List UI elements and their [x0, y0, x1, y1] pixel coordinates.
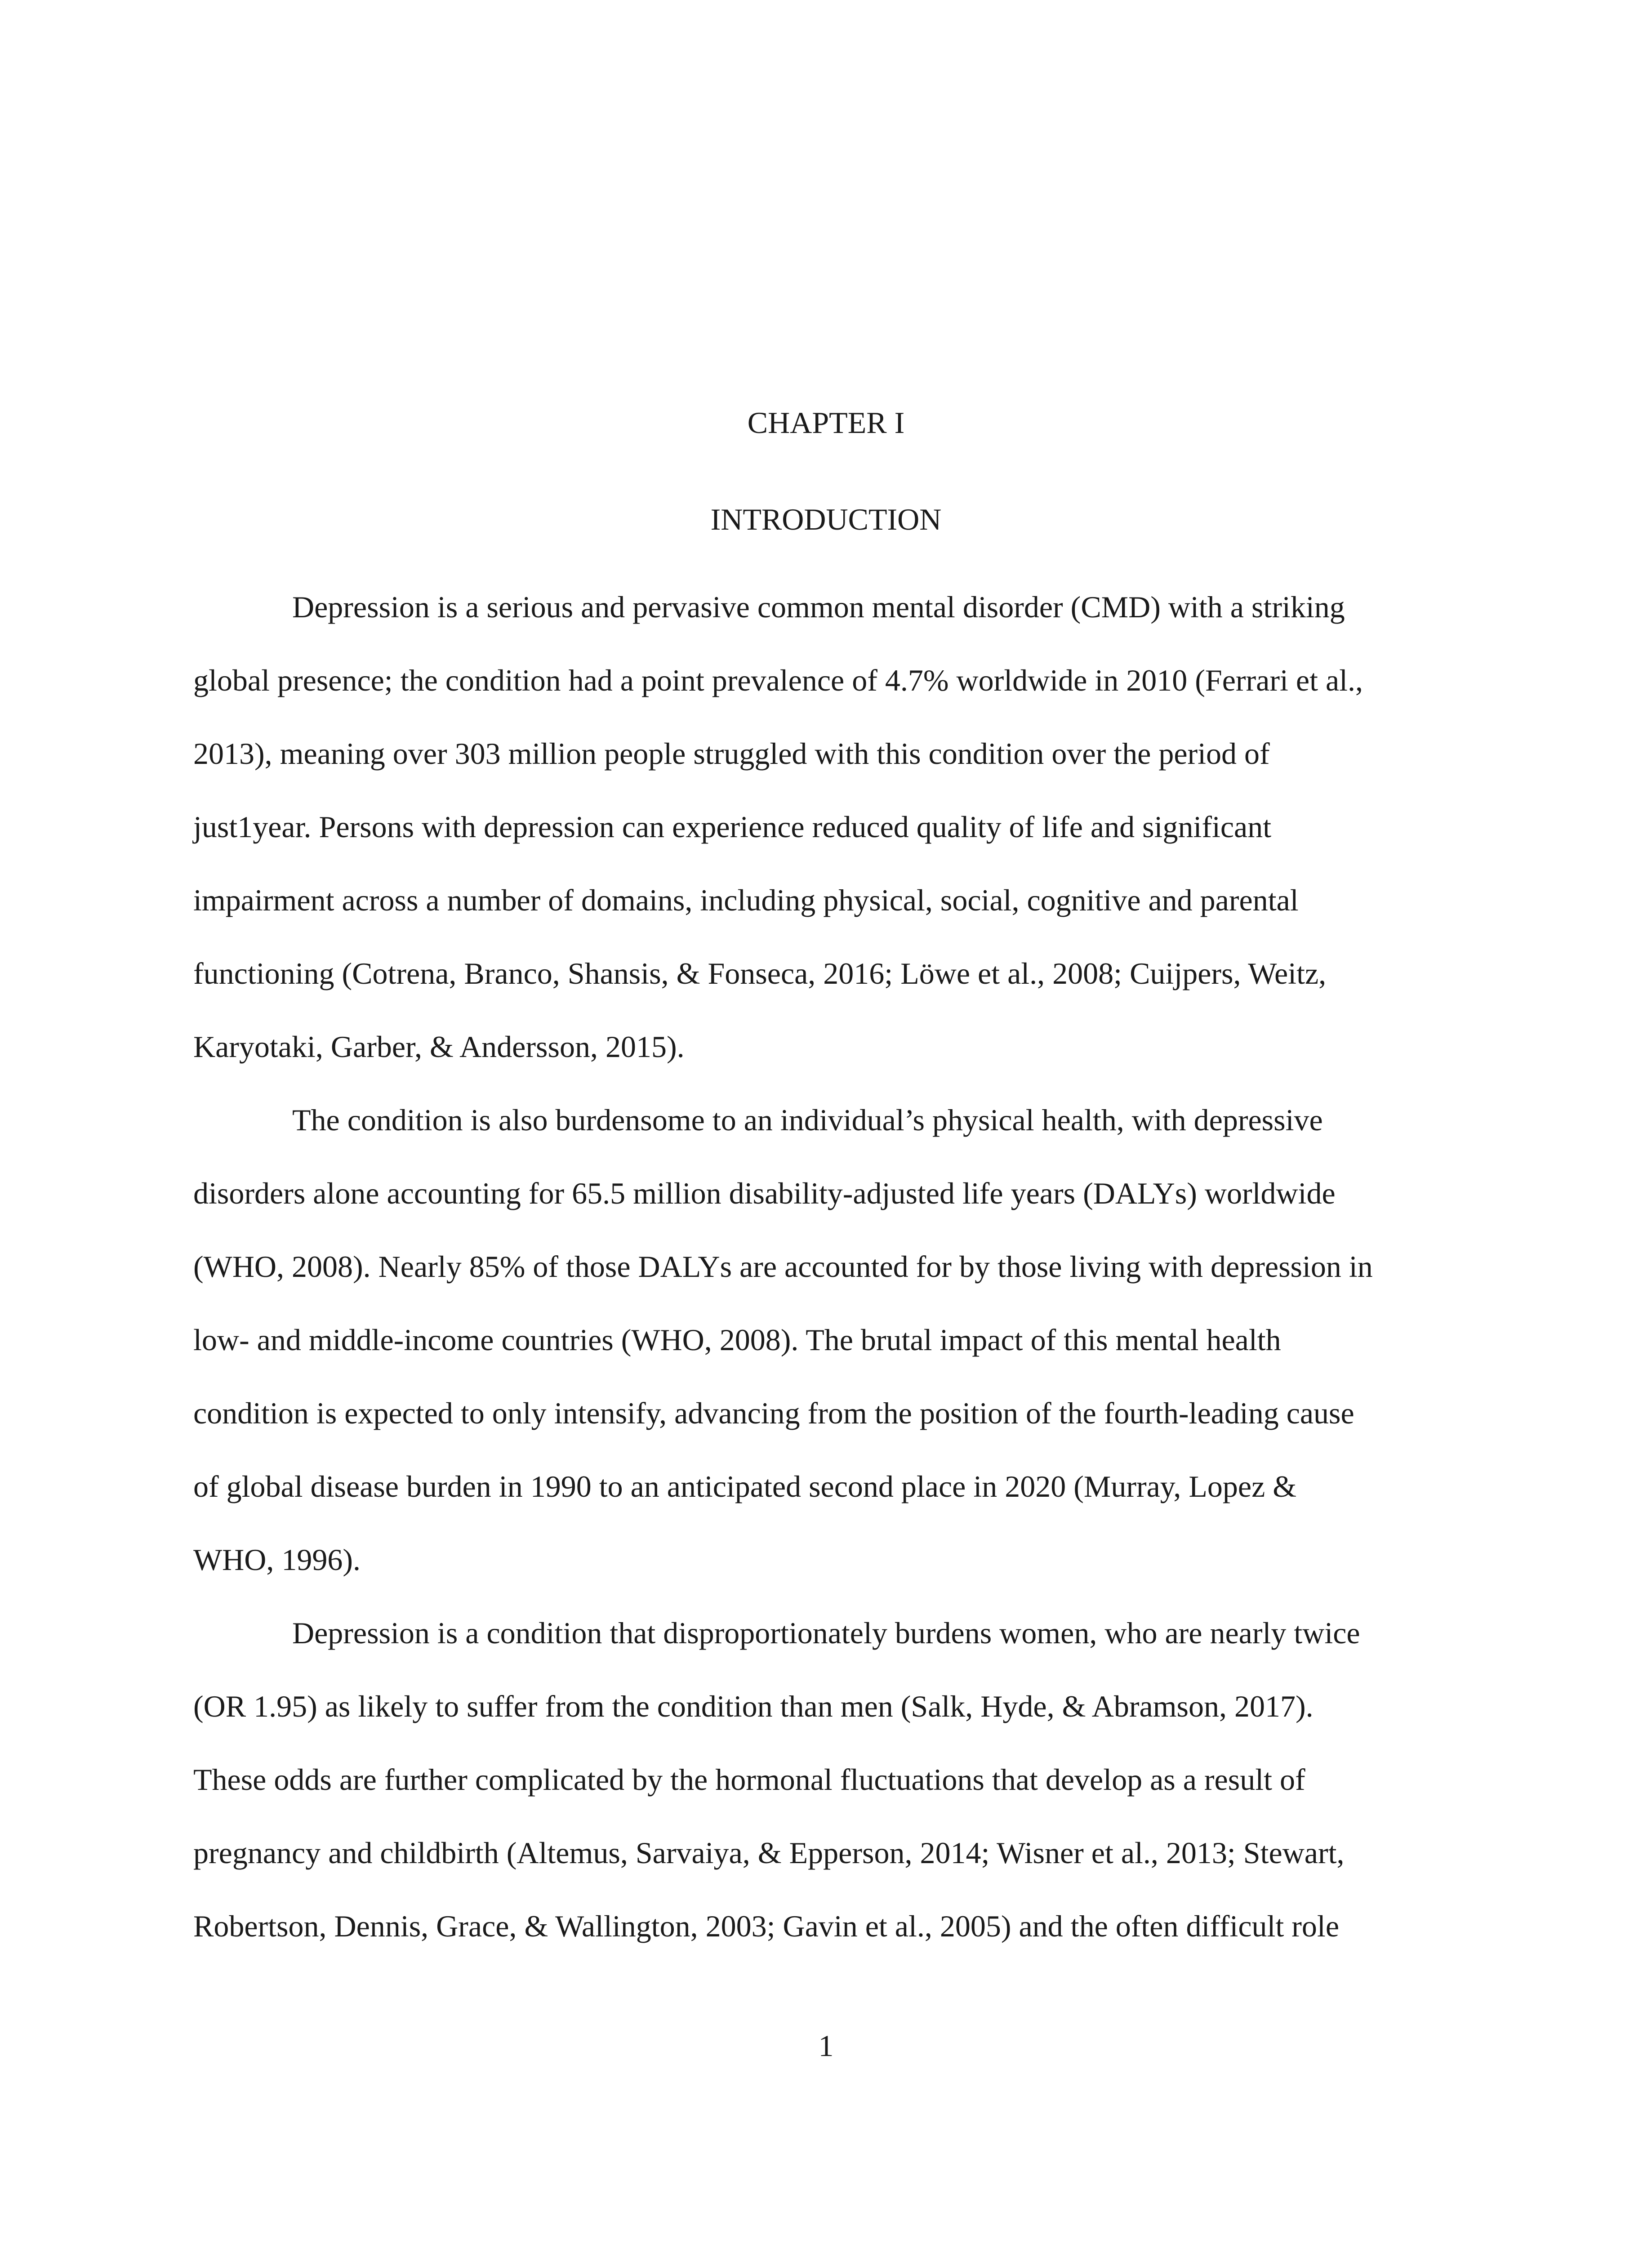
paragraph-line: 2013), meaning over 303 million people struggled with this condition over the period of: [193, 736, 1270, 771]
paragraph-line: global presence; the condition had a point prevalence of 4.7% worldwide in 2010 (Ferrari et al.,: [193, 663, 1363, 697]
chapter-heading: CHAPTER I: [747, 406, 905, 440]
section-heading: INTRODUCTION: [710, 502, 942, 536]
paragraph-line: These odds are further complicated by the hormonal fluctuations that develop as a result of: [193, 1762, 1305, 1797]
paragraph-line: functioning (Cotrena, Branco, Shansis, & Fonseca, 2016; Löwe et al., 2008; Cuijpers, Weitz,: [193, 956, 1327, 990]
paragraph-line: impairment across a number of domains, including physical, social, cognitive and parental: [193, 883, 1299, 917]
paragraph-line: low- and middle-income countries (WHO, 2008). The brutal impact of this mental health: [193, 1323, 1281, 1357]
paragraph-line: (OR 1.95) as likely to suffer from the condition than men (Salk, Hyde, & Abramson, 2017).: [193, 1689, 1314, 1723]
paragraph-line: Karyotaki, Garber, & Andersson, 2015).: [193, 1030, 685, 1064]
page-number: 1: [818, 2029, 834, 2063]
paragraph-line: The condition is also burdensome to an individual’s physical health, with depressive: [292, 1103, 1323, 1137]
paragraph-line: of global disease burden in 1990 to an anticipated second place in 2020 (Murray, Lopez &: [193, 1469, 1297, 1503]
paragraph-line: condition is expected to only intensify, advancing from the position of the fourth-leading cause: [193, 1396, 1354, 1430]
paragraph-line: (WHO, 2008). Nearly 85% of those DALYs are accounted for by those living with depression in: [193, 1249, 1373, 1284]
paragraph-line: Depression is a condition that disproportionately burdens women, who are nearly twice: [292, 1616, 1360, 1650]
paragraph-line: WHO, 1996).: [193, 1543, 361, 1577]
paragraph-line: disorders alone accounting for 65.5 million disability-adjusted life years (DALYs) worldwide: [193, 1176, 1336, 1210]
paragraph-line: pregnancy and childbirth (Altemus, Sarvaiya, & Epperson, 2014; Wisner et al., 2013; Stewart,: [193, 1836, 1345, 1870]
paragraph-line: Depression is a serious and pervasive common mental disorder (CMD) with a striking: [292, 590, 1345, 624]
paragraph-line: Robertson, Dennis, Grace, & Wallington, 2003; Gavin et al., 2005) and the often difficult role: [193, 1909, 1340, 1943]
paragraph-line: just1year. Persons with depression can experience reduced quality of life and significant: [193, 810, 1272, 844]
